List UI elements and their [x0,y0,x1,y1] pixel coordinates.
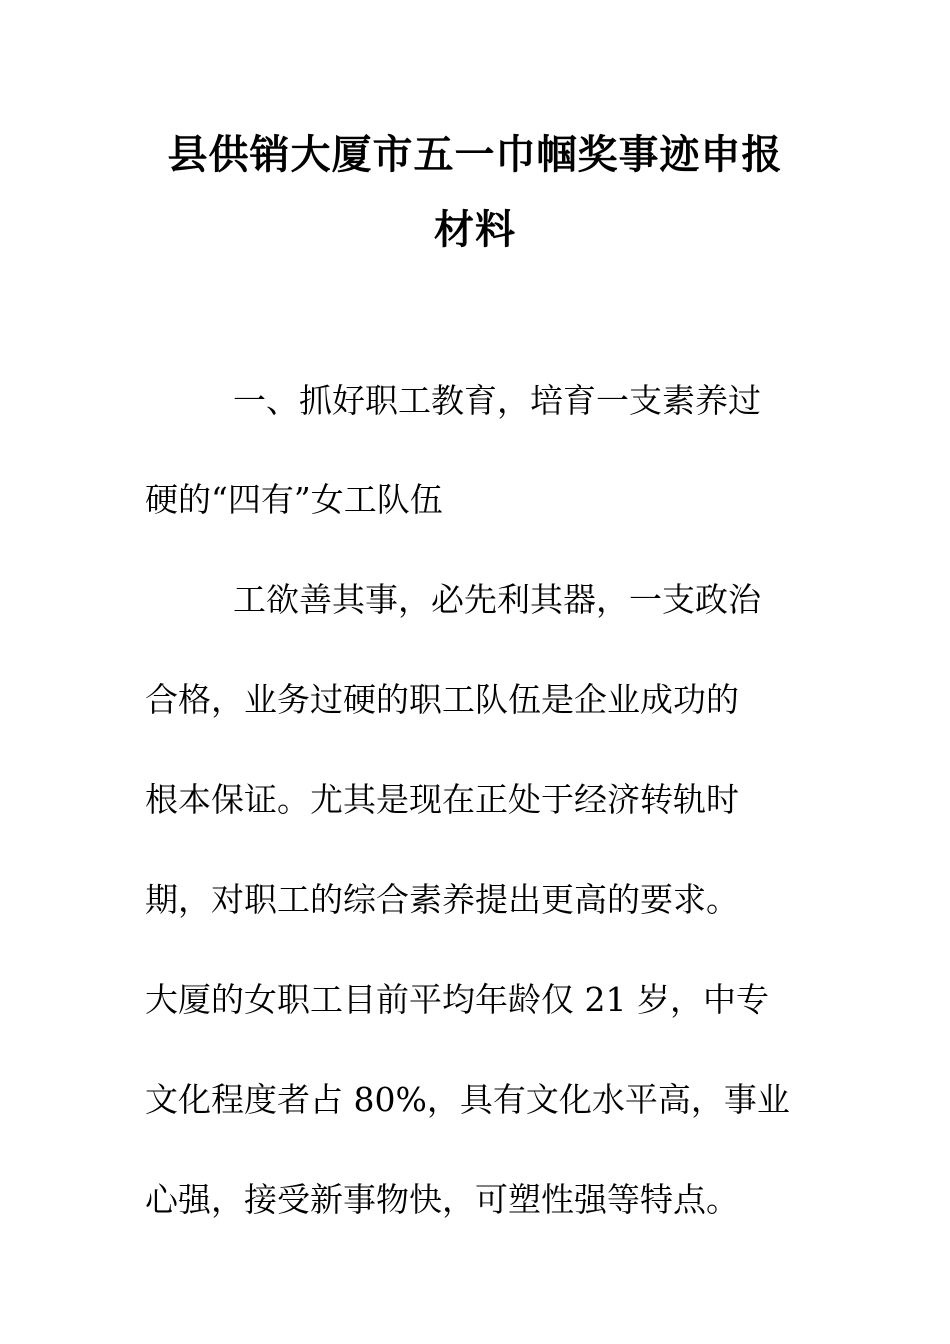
document-title-line-1: 县供销大厦市五一巾帼奖事迹申报 [167,132,783,178]
paragraph-line-2: 合格，业务过硬的职工队伍是企业成功的 [145,680,739,719]
paragraph-line-6: 文化程度者占 80%，具有文化水平高，事业 [145,1080,790,1119]
paragraph-line-5: 大厦的女职工目前平均年龄仅 21 岁，中专 [145,980,769,1019]
paragraph-line-1: 工欲善其事，必先利其器，一支政治 [233,580,761,619]
paragraph-line-7: 心强，接受新事物快，可塑性强等特点。 [145,1180,739,1219]
section-heading-line-1: 一、抓好职工教育，培育一支素养过 [233,381,761,420]
paragraph-line-3: 根本保证。尤其是现在正处于经济转轨时 [145,780,739,819]
document-title-line-2: 材料 [434,207,516,253]
section-heading-line-2: 硬的“四有”女工队伍 [145,480,443,519]
paragraph-line-4: 期，对职工的综合素养提出更高的要求。 [145,880,739,919]
